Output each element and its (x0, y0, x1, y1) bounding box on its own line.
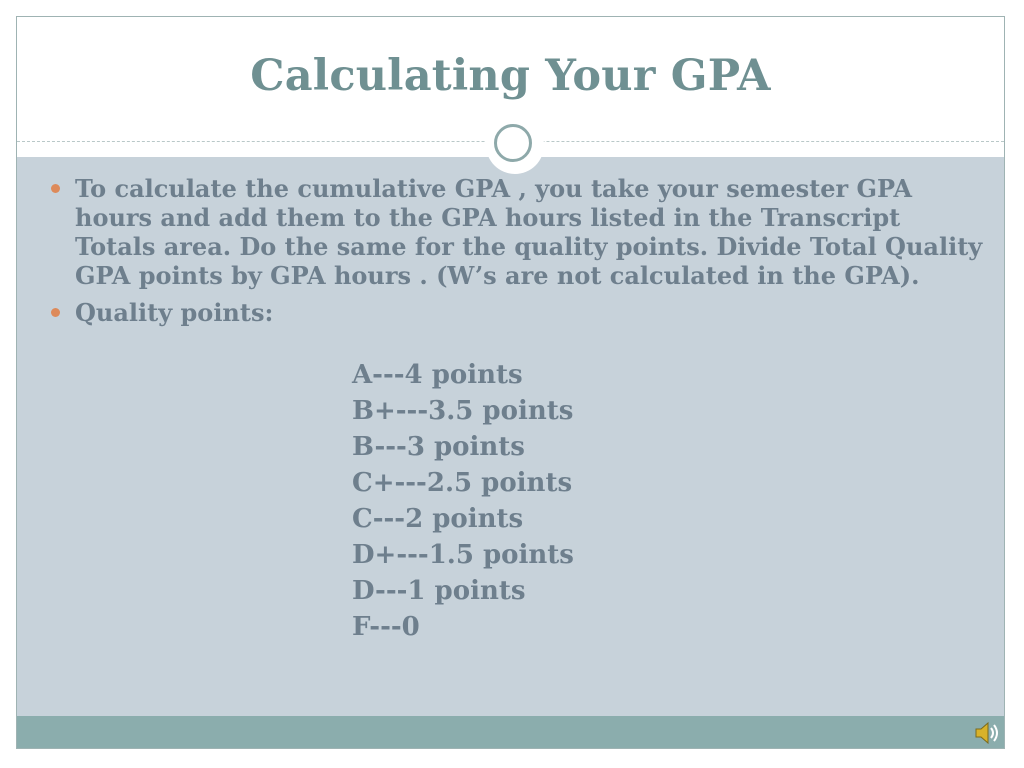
bullet-item (75, 174, 985, 290)
bullet-icon (51, 184, 60, 193)
grade-item: D---1 points (352, 576, 526, 606)
grade-list (352, 357, 574, 645)
circle-ornament-ring (494, 124, 532, 162)
speaker-icon[interactable] (973, 719, 1001, 747)
slide (16, 16, 1005, 749)
bullet-icon (51, 308, 60, 317)
bullet-text: To calculate the cumulative GPA , you take your semester GPA hours and add them to the GPA hours listed in the Transcript Totals area. Do the same for the quality points. Divide Total Quality GPA points by GPA hours . (W’s are not calculated in the GPA). (75, 174, 983, 290)
bullet-text: Quality points: (75, 298, 274, 327)
circle-ornament (487, 117, 543, 173)
slide-title: Calculating Your GPA (250, 51, 771, 101)
grade-item: B---3 points (352, 432, 525, 462)
grade-item: C---2 points (352, 504, 524, 534)
grade-item: A---4 points (352, 360, 523, 390)
grade-item: B+---3.5 points (352, 396, 574, 426)
grade-item: C+---2.5 points (352, 468, 573, 498)
bullet-item (75, 298, 985, 327)
grade-item: D+---1.5 points (352, 540, 574, 570)
grade-item: F---0 (352, 612, 420, 642)
bullet-list (75, 174, 985, 335)
footer-bar (17, 716, 1004, 749)
